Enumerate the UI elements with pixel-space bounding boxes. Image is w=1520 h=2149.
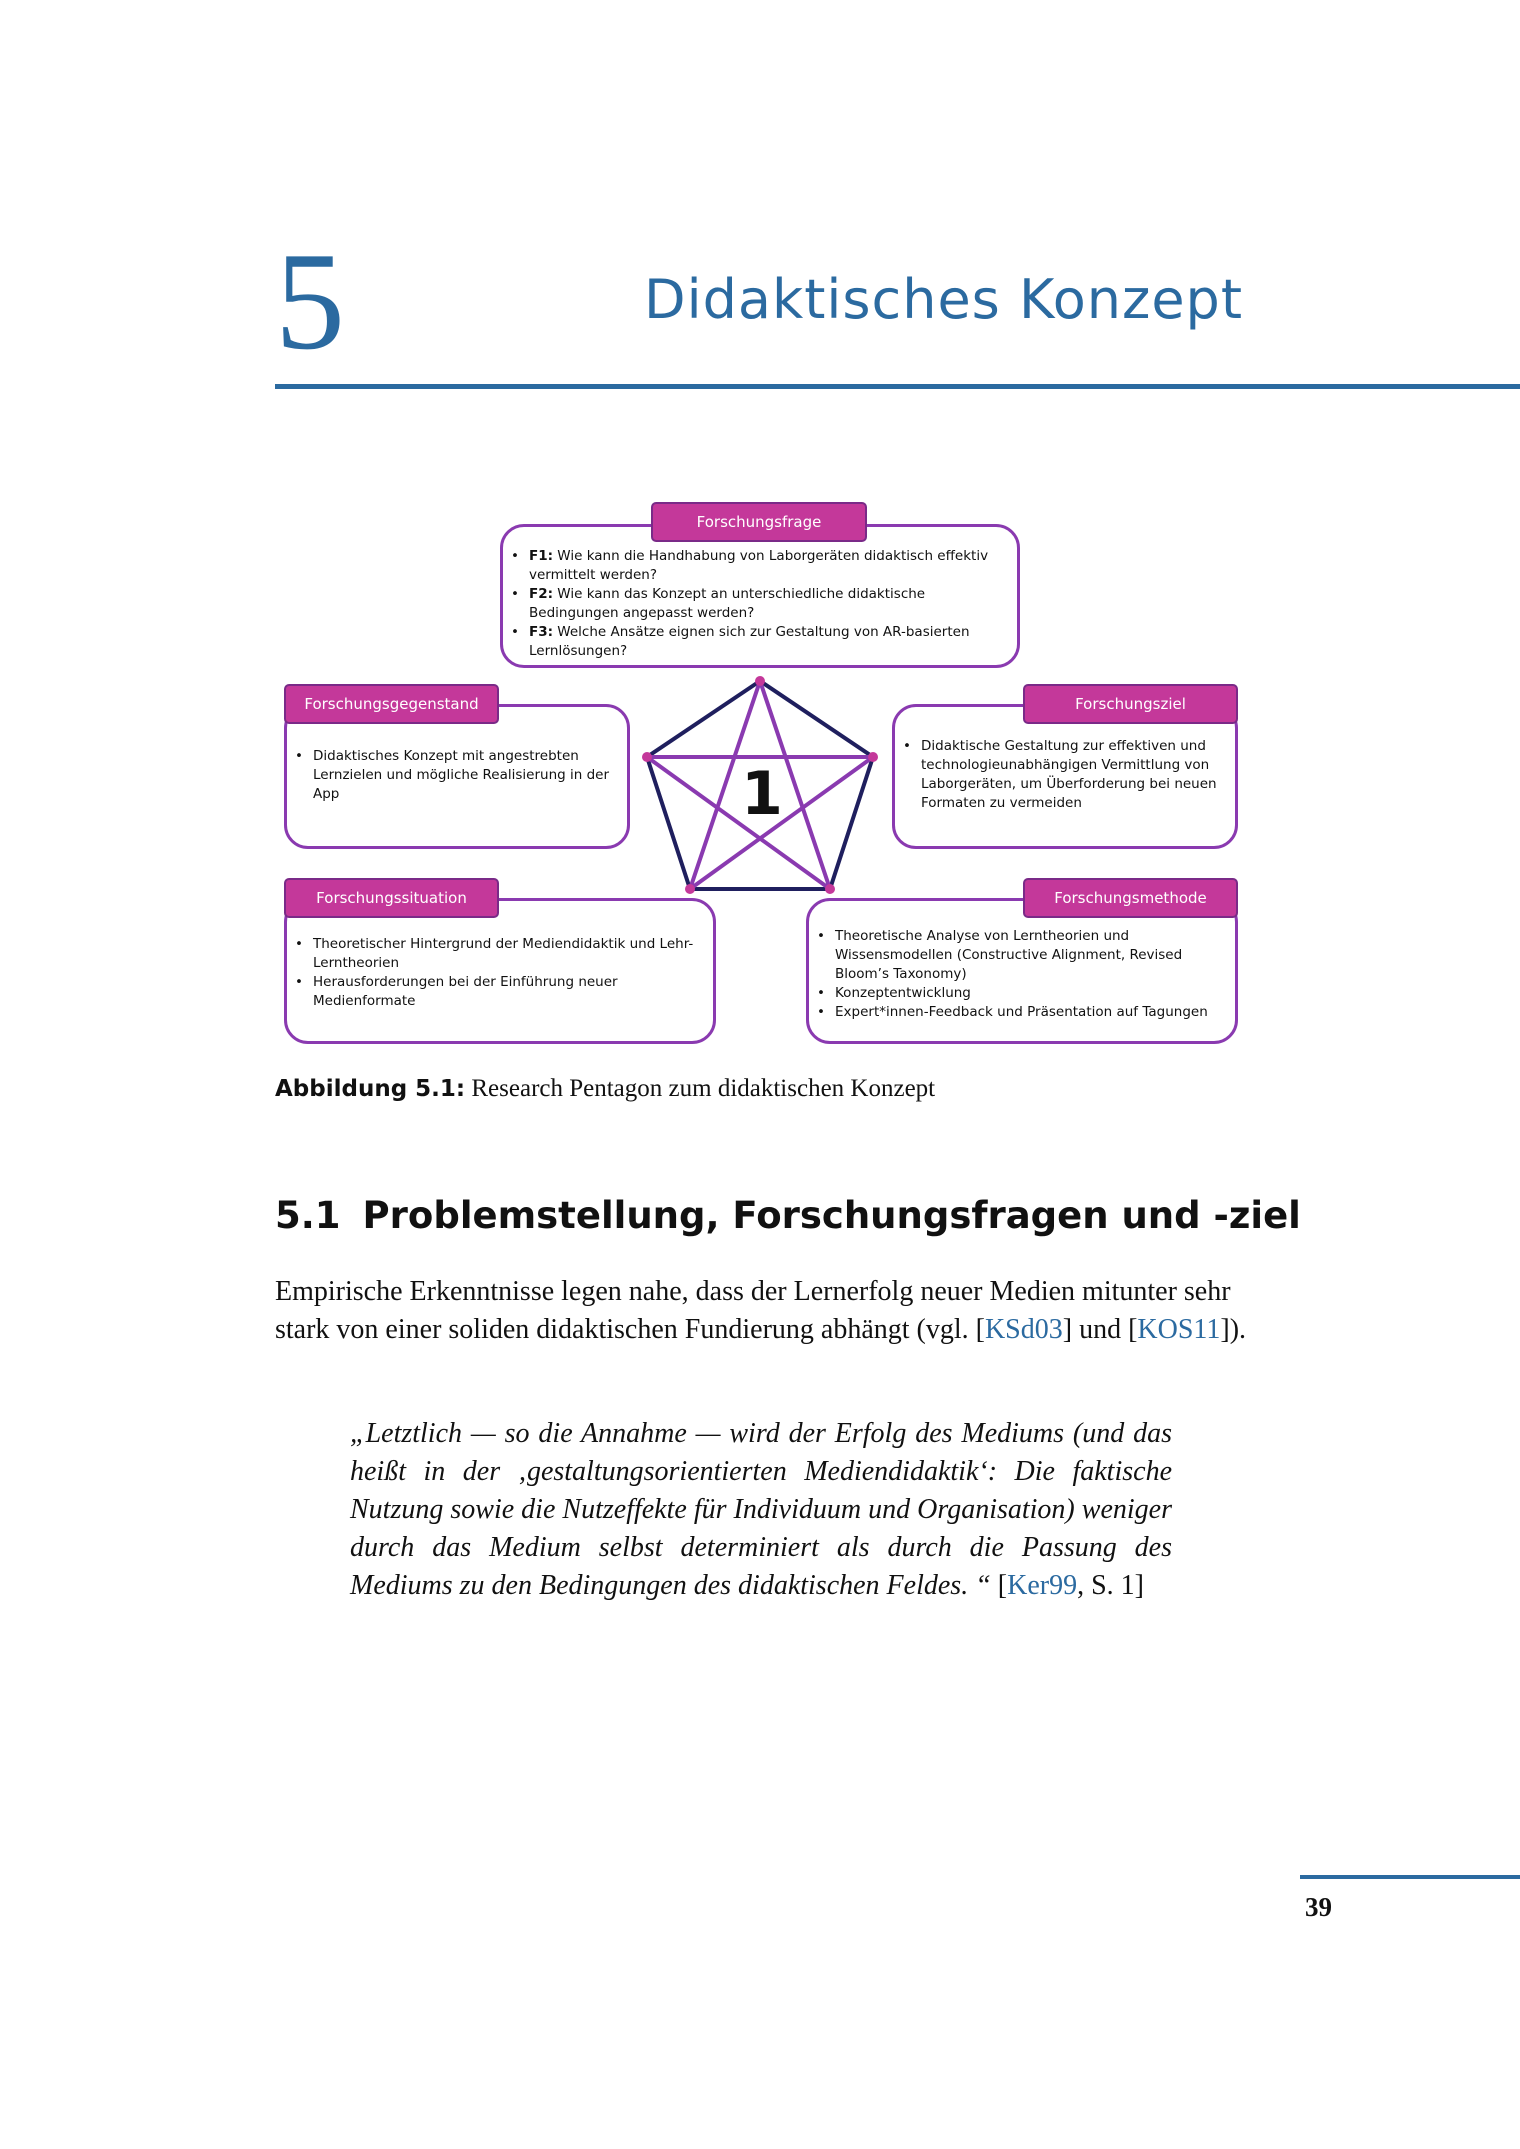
list-item: • Didaktische Gestaltung zur effektiven und technologieunabhängigen Vermittlung von Laborgeräten, um Überforderung bei neuen Formaten zu vermeiden xyxy=(895,737,1227,813)
forschungsgegenstand-box xyxy=(284,704,630,849)
forschungsmethode-box xyxy=(806,898,1238,1044)
section-number: 5.1 xyxy=(275,1194,341,1237)
list-item: • Herausforderungen bei der Einführung neuer Medienformate xyxy=(287,973,705,1011)
citation-link[interactable]: Ker99 xyxy=(1007,1570,1078,1601)
caption-label: Abbildung 5.1: xyxy=(275,1076,466,1102)
citation-link[interactable]: KOS11 xyxy=(1137,1314,1221,1345)
list-item: • F1: Wie kann die Handhabung von Laborgeräten didaktisch effektiv vermittelt werden? xyxy=(503,547,1017,585)
citation-link[interactable]: KSd03 xyxy=(984,1314,1063,1345)
body-paragraph: Empirische Erkenntnisse legen nahe, dass der Lernerfolg neuer Medien mitunter sehr stark von einer soliden didaktischen Fundierung abhängt (vgl. [KSd03] und [KOS11]). xyxy=(275,1276,1247,1345)
footer-rule xyxy=(1300,1875,1520,1879)
vertex-dot xyxy=(825,884,835,894)
block-quote: „Letztlich — so die Annahme — wird der Erfolg des Mediums (und das heißt in der ‚gestaltungsorientierten Mediendidaktik‘: Die faktische Nutzung sowie die Nutzeffekte für Individuum und Organisation) weniger durch das Medium selbst determiniert als durch die Passung des Mediums zu den Bedingungen des didaktischen Feldes. “ [Ker99, S. 1] xyxy=(350,1418,1172,1601)
list-item: • Konzeptentwicklung xyxy=(809,984,1227,1003)
chapter-number: 5 xyxy=(275,224,345,379)
chapter-rule xyxy=(275,384,1520,389)
forschungsziel-box xyxy=(892,704,1238,849)
quote-text: „Letztlich — so die Annahme — wird der Erfolg des Mediums (und das heißt in der ‚gestaltungsorientierten Mediendidaktik‘: Die faktische Nutzung sowie die Nutzeffekte für Individuum und Organisation) weniger durch das Medium selbst determiniert als durch die Passung des Mediums zu den Bedingungen des didaktischen Feldes. “ xyxy=(350,1418,1172,1601)
forschungsmethode-tag: Forschungsmethode xyxy=(1023,878,1238,918)
chapter-title: Didaktisches Konzept xyxy=(644,268,1243,331)
section-title: Problemstellung, Forschungsfragen und -ziel xyxy=(362,1194,1301,1237)
list-item: • Theoretischer Hintergrund der Mediendidaktik und Lehr-Lerntheorien xyxy=(287,935,705,973)
forschungsgegenstand-tag: Forschungsgegenstand xyxy=(284,684,499,724)
list-item: • Theoretische Analyse von Lerntheorien und Wissensmodellen (Constructive Alignment, Revised Bloom’s Taxonomy) xyxy=(809,927,1227,984)
list-item: • Didaktisches Konzept mit angestrebten Lernzielen und mögliche Realisierung in der App xyxy=(287,747,619,804)
pentagon-center-number: 1 xyxy=(741,759,783,829)
forschungsziel-tag: Forschungsziel xyxy=(1023,684,1238,724)
vertex-dot xyxy=(868,752,878,762)
list-item: • F3: Welche Ansätze eignen sich zur Gestaltung von AR-basierten Lernlösungen? xyxy=(503,623,1017,661)
forschungsfrage-tag: Forschungsfrage xyxy=(651,502,867,542)
list-item: • Expert*innen-Feedback und Präsentation auf Tagungen xyxy=(809,1003,1227,1022)
page-number: 39 xyxy=(1305,1892,1332,1922)
caption-text: Research Pentagon zum didaktischen Konzept xyxy=(465,1075,936,1102)
research-pentagon-figure xyxy=(278,498,1240,1050)
section-heading xyxy=(275,1192,1301,1240)
forschungsfrage-box xyxy=(500,524,1020,668)
forschungssituation-tag: Forschungssituation xyxy=(284,878,499,918)
forschungssituation-box xyxy=(284,898,716,1044)
figure-caption xyxy=(275,1072,935,1106)
vertex-dot xyxy=(755,676,765,686)
vertex-dot xyxy=(685,884,695,894)
list-item: • F2: Wie kann das Konzept an unterschiedliche didaktische Bedingungen angepasst werden? xyxy=(503,585,1017,623)
vertex-dot xyxy=(642,752,652,762)
